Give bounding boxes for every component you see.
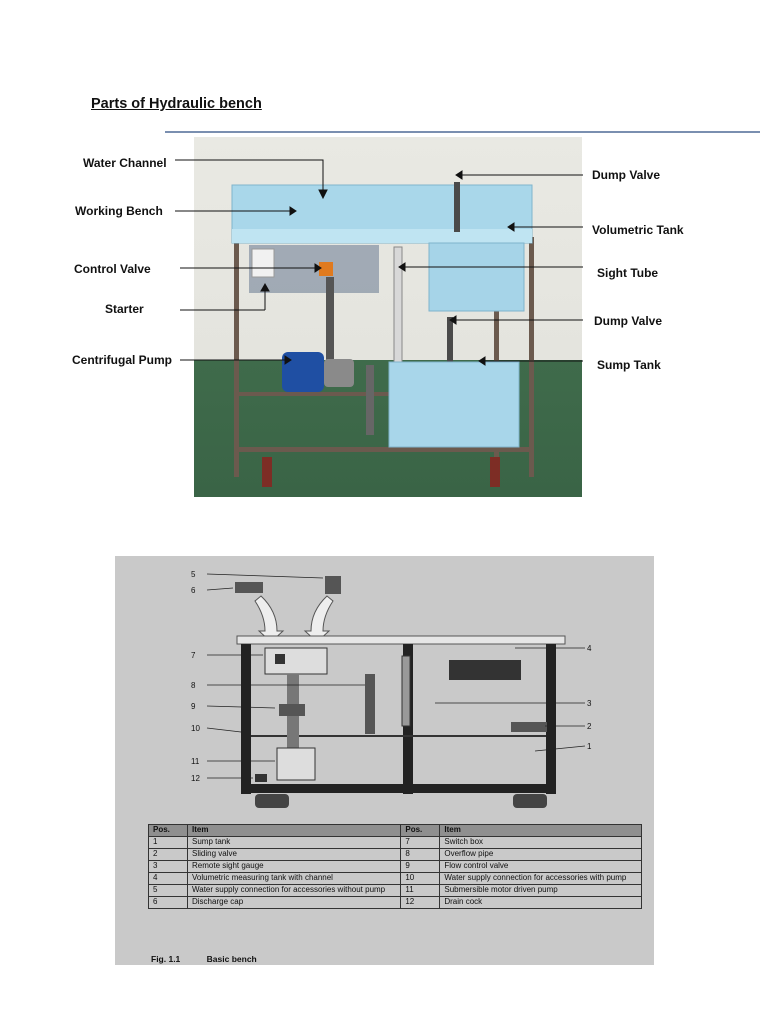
label-sump-tank: Sump Tank xyxy=(597,358,661,372)
pos-cell: 5 xyxy=(149,885,188,897)
item-cell: Discharge cap xyxy=(188,897,401,909)
label-working-bench: Working Bench xyxy=(75,204,163,218)
figure-caption xyxy=(151,954,257,964)
callout-4: 4 xyxy=(587,644,592,653)
table-row xyxy=(149,897,642,909)
callout-2: 2 xyxy=(587,722,592,731)
table-row xyxy=(149,849,642,861)
item-cell: Sump tank xyxy=(188,837,401,849)
pos-cell: 12 xyxy=(401,897,440,909)
pos-cell: 1 xyxy=(149,837,188,849)
callout-11: 11 xyxy=(191,757,200,766)
table-row xyxy=(149,837,642,849)
item-cell: Sliding valve xyxy=(188,849,401,861)
header-pos: Pos. xyxy=(401,825,440,837)
callout-6: 6 xyxy=(191,586,196,595)
callout-7: 7 xyxy=(191,651,196,660)
callout-9: 9 xyxy=(191,702,196,711)
label-dump-valve-top: Dump Valve xyxy=(592,168,661,182)
label-dump-valve-bottom: Dump Valve xyxy=(594,314,663,328)
pos-cell: 3 xyxy=(149,861,188,873)
label-sight-tube: Sight Tube xyxy=(597,266,659,280)
callout-12: 12 xyxy=(191,774,200,783)
page-heading: Parts of Hydraulic bench xyxy=(91,96,262,112)
callout-8: 8 xyxy=(191,681,196,690)
label-water-channel: Water Channel xyxy=(83,156,167,170)
header-item: Item xyxy=(188,825,401,837)
pos-cell: 9 xyxy=(401,861,440,873)
pos-cell: 4 xyxy=(149,873,188,885)
caption-text: Basic bench xyxy=(206,954,257,964)
label-starter: Starter xyxy=(105,302,144,316)
item-cell: Submersible motor driven pump xyxy=(440,885,642,897)
callout-3: 3 xyxy=(587,699,592,708)
table-row xyxy=(149,885,642,897)
item-cell: Drain cock xyxy=(440,897,642,909)
header-pos: Pos. xyxy=(149,825,188,837)
item-cell: Volumetric measuring tank with channel xyxy=(188,873,401,885)
header-item: Item xyxy=(440,825,642,837)
pos-cell: 11 xyxy=(401,885,440,897)
parts-table-header xyxy=(149,825,642,837)
label-centrifugal-pump: Centrifugal Pump xyxy=(72,353,173,367)
label-control-valve: Control Valve xyxy=(74,262,151,276)
pos-cell: 8 xyxy=(401,849,440,861)
parts-table xyxy=(148,824,642,909)
label-volumetric-tank: Volumetric Tank xyxy=(592,223,684,237)
item-cell: Flow control valve xyxy=(440,861,642,873)
table-row xyxy=(149,873,642,885)
callout-10: 10 xyxy=(191,724,200,733)
pos-cell: 7 xyxy=(401,837,440,849)
pos-cell: 10 xyxy=(401,873,440,885)
callout-1: 1 xyxy=(587,742,592,751)
pos-cell: 6 xyxy=(149,897,188,909)
item-cell: Remote sight gauge xyxy=(188,861,401,873)
caption-number: Fig. 1.1 xyxy=(151,954,181,964)
callout-5: 5 xyxy=(191,570,196,579)
item-cell: Water supply connection for accessories without pump xyxy=(188,885,401,897)
item-cell: Water supply connection for accessories with pump xyxy=(440,873,642,885)
item-cell: Switch box xyxy=(440,837,642,849)
pos-cell: 2 xyxy=(149,849,188,861)
item-cell: Overflow pipe xyxy=(440,849,642,861)
basic-bench-figure xyxy=(115,556,654,965)
table-row xyxy=(149,861,642,873)
